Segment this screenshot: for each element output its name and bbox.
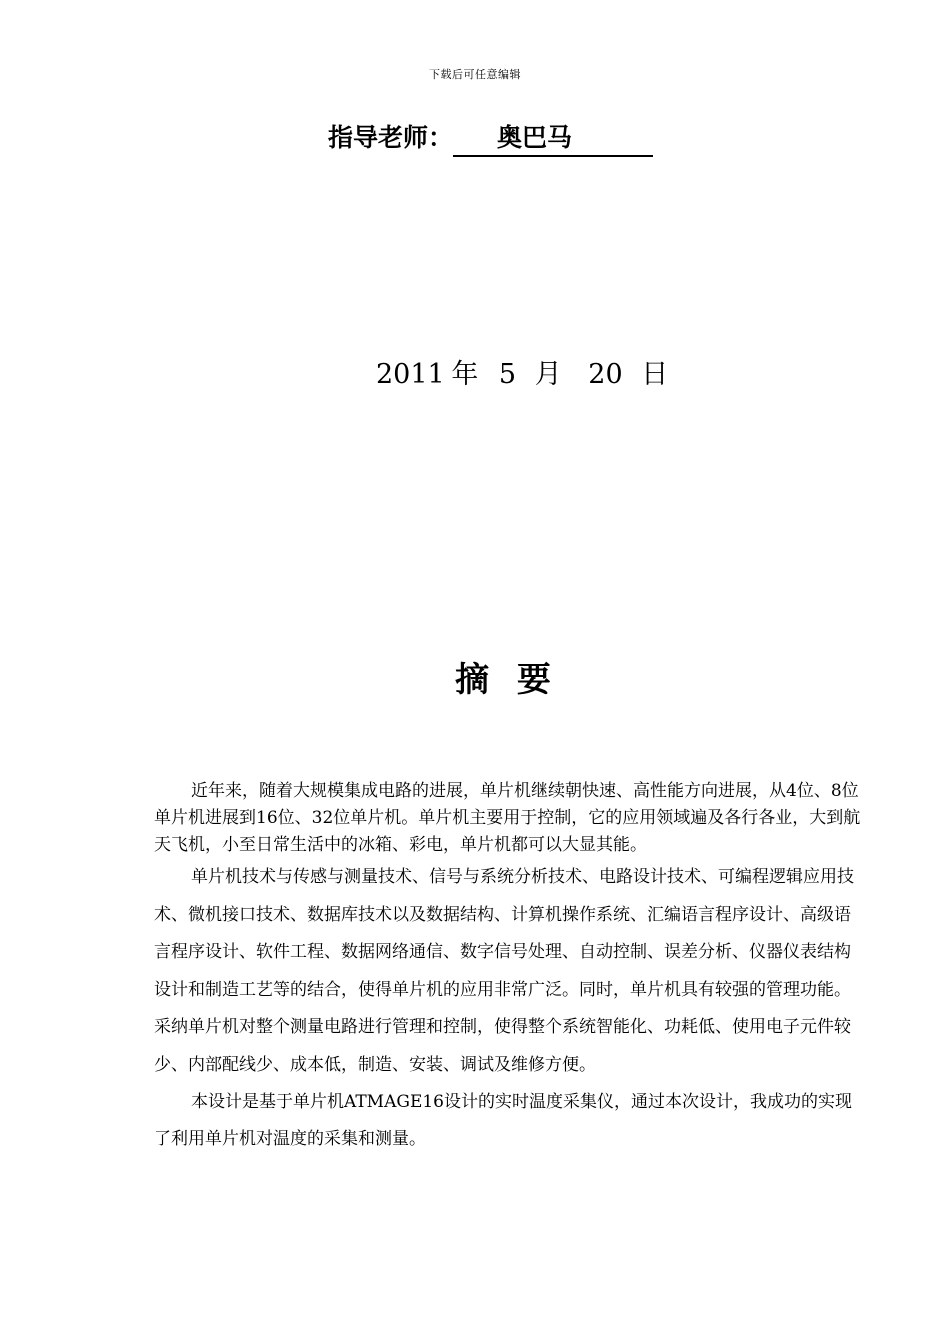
advisor-name: 奥巴马 bbox=[453, 121, 653, 157]
abstract-title: 摘 要 bbox=[455, 660, 559, 700]
date-day: 20 bbox=[588, 359, 623, 390]
abstract-body bbox=[154, 778, 864, 1158]
header-note: 下载后可任意编辑 bbox=[429, 68, 521, 81]
date-month: 5 bbox=[498, 359, 517, 390]
date-day-unit: 日 bbox=[641, 359, 669, 390]
advisor-label: 指导老师： bbox=[328, 123, 454, 152]
abstract-paragraph: 本设计是基于单片机ATMAGE16设计的实时温度采集仪，通过本次设计，我成功的实现了利用单片机对温度的采集和测量。 bbox=[154, 1092, 852, 1149]
date-year: 2011 bbox=[376, 359, 445, 390]
date-month-unit: 月 bbox=[534, 359, 562, 390]
advisor-line bbox=[328, 118, 653, 157]
date-year-unit: 年 bbox=[451, 359, 479, 390]
abstract-paragraph: 单片机技术与传感与测量技术、信号与系统分析技术、电路设计技术、可编程逻辑应用技术、微机接口技术、数据库技术以及数据结构、计算机操作系统、汇编语言程序设计、高级语言程序设计、软件工程、数据网络通信、数字信号处理、自动控制、误差分析、仪器仪表结构设计和制造工艺等的结合，使得单片机的应用非常广泛。同时，单片机具有较强的管理功能。采纳单片机对整个测量电路进行管理和控制，使得整个系统智能化、功耗低、使用电子元件较少、内部配线少、成本低，制造、安装、调试及维修方便。 bbox=[154, 867, 854, 1075]
abstract-paragraph: 近年来，随着大规模集成电路的进展，单片机继续朝快速、高性能方向进展，从4位、8位单片机进展到16位、32位单片机。单片机主要用于控制，它的应用领域遍及各行各业，大到航天飞机，小至日常生活中的冰箱、彩电，单片机都可以大显其能。 bbox=[154, 781, 861, 855]
date-line bbox=[376, 352, 668, 391]
